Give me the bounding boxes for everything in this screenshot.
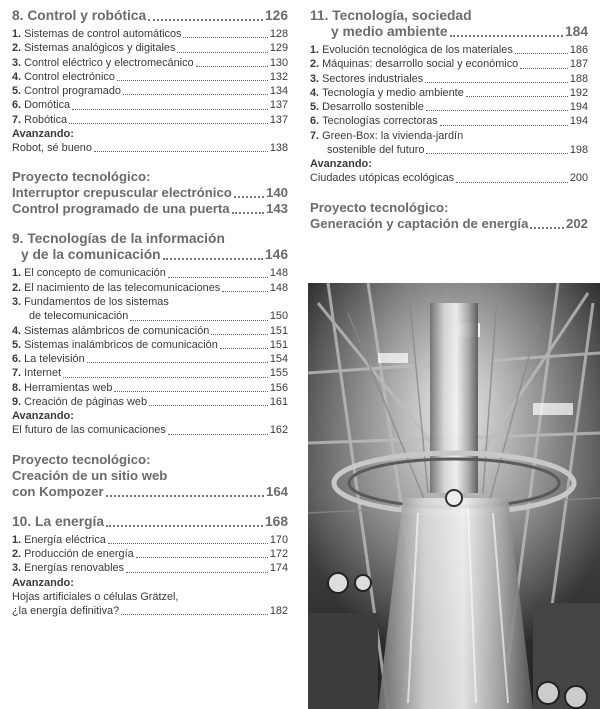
leader-dots (211, 334, 268, 335)
toc-entry[interactable] (12, 281, 288, 295)
entry-number: 7. (12, 113, 22, 126)
entry-page: 200 (569, 172, 588, 185)
leader-dots (163, 258, 263, 260)
chapter-11-heading[interactable] (310, 8, 588, 40)
project-entry[interactable] (12, 185, 288, 201)
leader-dots (234, 196, 264, 198)
project-heading: Proyecto tecnológico: (310, 199, 449, 215)
entry-number: 5. (12, 85, 22, 98)
chapter-11-entries (310, 43, 588, 129)
chapter-10-advanced-label: Avanzando: (12, 576, 74, 589)
entry-title: Robot, sé bueno (12, 142, 92, 155)
toc-entry[interactable] (12, 533, 288, 547)
leader-dots (87, 362, 268, 363)
entry-title: El nacimiento de las telecomunicaciones (24, 281, 221, 294)
entry-number: 1. (310, 44, 320, 56)
chapter-9-advanced-label: Avanzando: (12, 410, 74, 423)
entry-number: 6. (310, 115, 320, 128)
entry-page: 129 (269, 42, 288, 55)
entry-title: Control eléctrico y electromecánico (24, 56, 194, 69)
leader-dots (222, 291, 268, 292)
toc-entry[interactable] (12, 366, 288, 380)
toc-entry[interactable] (12, 266, 288, 280)
chapter-10-heading[interactable] (12, 514, 288, 530)
chapter-9-title-line2: y de la comunicación (21, 247, 161, 263)
project-entry[interactable] (12, 468, 288, 500)
entry-title: Sistemas de control automáticos (24, 28, 182, 40)
leader-dots (108, 543, 268, 544)
entry-page: 186 (569, 44, 588, 56)
entry-number: 1. (12, 28, 22, 40)
project-page: 202 (565, 215, 588, 231)
entry-title: La televisión (24, 353, 85, 366)
toc-entry[interactable] (12, 395, 288, 409)
toc-entry[interactable] (12, 338, 288, 352)
entry-title: Domótica (24, 99, 71, 112)
toc-entry[interactable] (12, 70, 288, 84)
project-title-line2: con Kompozer (12, 483, 104, 499)
entry-page: 134 (269, 85, 288, 98)
project-heading: Proyecto tecnológico: (12, 451, 151, 467)
leader-dots (168, 434, 268, 435)
leader-dots (168, 277, 268, 278)
entry-page: 155 (269, 367, 288, 380)
toc-entry[interactable] (12, 98, 288, 112)
toc-entry[interactable] (310, 100, 588, 114)
entry-number: 3. (12, 295, 22, 308)
leader-dots (530, 227, 564, 229)
leader-dots (450, 35, 563, 37)
entry-title: Control electrónico (24, 70, 115, 83)
entry-page: 194 (569, 115, 588, 128)
entry-page: 192 (569, 86, 588, 99)
leader-dots (117, 80, 268, 81)
toc-entry[interactable] (12, 423, 288, 437)
entry-page: 148 (269, 267, 288, 280)
chapter-10-title: 10. La energía (12, 513, 105, 529)
project-title: Control programado de una puerta (12, 201, 230, 217)
toc-entry[interactable] (12, 113, 288, 127)
chapter-9-entries (12, 266, 288, 295)
project-page: 140 (265, 185, 288, 201)
entry-number: 5. (310, 101, 320, 114)
toc-entry[interactable] (12, 41, 288, 55)
chapter-10-entries (12, 533, 288, 576)
entry-title: Control programado (24, 85, 121, 98)
chapter-8-advanced-label: Avanzando: (12, 128, 74, 141)
entry-page: 128 (269, 28, 288, 40)
toc-entry[interactable] (12, 547, 288, 561)
project-heading: Proyecto tecnológico: (12, 169, 151, 185)
project-page: 143 (265, 201, 288, 217)
entry-number: 5. (12, 338, 22, 351)
chapter-11-title-line2: y medio ambiente (331, 24, 448, 39)
entry-number: 9. (12, 396, 22, 409)
entry-title: El futuro de las comunicaciones (12, 424, 166, 437)
entry-title: Internet (24, 367, 62, 380)
leader-dots (63, 377, 268, 378)
entry-title: El concepto de comunicación (24, 267, 166, 280)
toc-entry[interactable] (12, 141, 288, 155)
entry-page: 137 (269, 99, 288, 112)
leader-dots (106, 525, 263, 527)
entry-title-line2: sostenible del futuro (327, 144, 425, 157)
entry-page: 182 (269, 604, 288, 617)
leader-dots (232, 212, 264, 214)
toc-entry[interactable] (12, 561, 288, 575)
chapter-8-heading[interactable] (12, 8, 288, 24)
entry-number: 4. (310, 86, 320, 99)
entry-title: Máquinas: desarrollo social y económico (322, 58, 519, 71)
leader-dots (94, 151, 268, 152)
leader-dots (183, 37, 267, 38)
leader-dots (136, 557, 268, 558)
toc-entry[interactable] (310, 43, 588, 57)
project-page: 164 (265, 483, 288, 499)
entry-title-line1: Green-Box: la vivienda-jardín (322, 129, 464, 142)
leader-dots (515, 53, 568, 54)
entry-number: 4. (12, 324, 22, 337)
entry-page: 156 (269, 381, 288, 394)
chapter-8-entries (12, 27, 288, 127)
entry-page: 187 (569, 58, 588, 71)
entry-number: 1. (12, 533, 22, 546)
toc-entry[interactable] (310, 129, 588, 158)
toc-left-column (12, 8, 288, 618)
chapter-11-title-line1: 11. Tecnología, sociedad (310, 8, 472, 23)
project-title-line1: Creación de un sitio web (12, 467, 168, 483)
toc-entry[interactable] (12, 56, 288, 70)
toc-entry[interactable] (310, 86, 588, 100)
entry-number: 6. (12, 353, 22, 366)
toc-entry[interactable] (12, 324, 288, 338)
entry-page: 174 (269, 562, 288, 575)
chapter-8-title: 8. Control y robótica (12, 8, 147, 23)
entry-number: 3. (12, 56, 22, 69)
entry-page: 172 (269, 547, 288, 560)
leader-dots (196, 66, 268, 67)
entry-page: 148 (269, 281, 288, 294)
entry-title-line1: Hojas artificiales o células Grätzel, (12, 590, 179, 603)
entry-title: Tecnología y medio ambiente (322, 86, 464, 99)
entry-title: Desarrollo sostenible (322, 101, 424, 114)
entry-number: 2. (12, 281, 22, 294)
entry-title-line2: de telecomunicación (29, 310, 129, 323)
entry-title: Ciudades utópicas ecológicas (310, 172, 455, 185)
toc-entry[interactable] (12, 352, 288, 366)
leader-dots (72, 109, 268, 110)
toc-entry[interactable] (12, 27, 288, 41)
leader-dots (426, 153, 567, 154)
leader-dots (114, 391, 267, 392)
leader-dots (177, 52, 267, 53)
toc-entry[interactable] (310, 72, 588, 86)
toc-entry[interactable] (12, 381, 288, 395)
entry-number: 4. (12, 70, 22, 83)
entry-page: 194 (569, 101, 588, 114)
entry-page: 130 (269, 56, 288, 69)
toc-entry[interactable] (310, 57, 588, 71)
leader-dots (126, 572, 268, 573)
entry-page: 138 (269, 142, 288, 155)
entry-number: 1. (12, 267, 22, 280)
leader-dots (520, 68, 568, 69)
entry-title: Herramientas web (24, 381, 113, 394)
entry-number: 7. (310, 129, 320, 142)
entry-number: 7. (12, 367, 22, 380)
leader-dots (426, 110, 568, 111)
toc-right-column (310, 8, 588, 232)
entry-number: 3. (310, 72, 320, 85)
entry-title: Producción de energía (24, 547, 134, 560)
entry-title: Tecnologías correctoras (322, 115, 438, 128)
chapter-9-heading[interactable] (12, 231, 288, 263)
chapter-9-entries-continued (12, 324, 288, 410)
toc-entry[interactable] (12, 84, 288, 98)
leader-dots (69, 123, 268, 124)
chapter-11-page: 184 (564, 24, 588, 39)
chapter-11-advanced-label: Avanzando: (310, 158, 372, 171)
leader-dots (130, 320, 268, 321)
leader-dots (456, 182, 568, 183)
entry-page: 132 (269, 70, 288, 83)
entry-title: Sistemas analógicos y digitales (24, 42, 176, 55)
leader-dots (123, 94, 268, 95)
entry-page: 151 (269, 338, 288, 351)
entry-page: 162 (269, 424, 288, 437)
entry-page: 137 (269, 113, 288, 126)
entry-title: Robótica (24, 113, 68, 126)
leader-dots (220, 348, 268, 349)
entry-number: 8. (12, 381, 22, 394)
entry-number: 2. (12, 547, 22, 560)
project-entry[interactable] (12, 201, 288, 217)
entry-page: 198 (569, 144, 588, 157)
industrial-machinery-photo (308, 283, 600, 709)
entry-title: Sectores industriales (322, 72, 424, 85)
leader-dots (440, 125, 568, 126)
toc-entry[interactable] (310, 171, 588, 185)
chapter-10-page: 168 (264, 513, 288, 529)
entry-number: 2. (310, 58, 320, 71)
entry-number: 3. (12, 562, 22, 575)
entry-title: Energías renovables (24, 562, 124, 575)
entry-page: 151 (269, 324, 288, 337)
entry-number: 2. (12, 42, 22, 55)
leader-dots (466, 96, 568, 97)
entry-title-line2: ¿la energía definitiva? (12, 604, 120, 617)
project-title: Interruptor crepuscular electrónico (12, 185, 232, 201)
leader-dots (121, 614, 268, 615)
chapter-9-page: 146 (264, 247, 288, 263)
leader-dots (149, 405, 268, 406)
entry-title-line1: Fundamentos de los sistemas (24, 295, 169, 308)
project-entry[interactable] (310, 216, 588, 232)
leader-dots (106, 495, 264, 497)
entry-title: Creación de páginas web (24, 396, 147, 409)
entry-title: Energía eléctrica (24, 533, 106, 546)
project-title: Generación y captación de energía (310, 215, 529, 231)
toc-entry[interactable] (310, 114, 588, 128)
leader-dots (425, 82, 568, 83)
toc-entry[interactable] (12, 295, 288, 324)
toc-entry[interactable] (12, 590, 288, 619)
entry-page: 154 (269, 353, 288, 366)
entry-page: 161 (269, 396, 288, 409)
chapter-9-title-line1: 9. Tecnologías de la información (12, 231, 225, 247)
entry-title: Sistemas inalámbricos de comunicación (24, 338, 218, 351)
entry-page: 170 (269, 533, 288, 546)
leader-dots (148, 19, 263, 21)
entry-page: 150 (269, 310, 288, 323)
entry-title: Evolución tecnológica de los materiales (322, 44, 513, 56)
entry-page: 188 (569, 72, 588, 85)
entry-number: 6. (12, 99, 22, 112)
chapter-8-page: 126 (264, 8, 288, 23)
entry-title: Sistemas alámbricos de comunicación (24, 324, 210, 337)
